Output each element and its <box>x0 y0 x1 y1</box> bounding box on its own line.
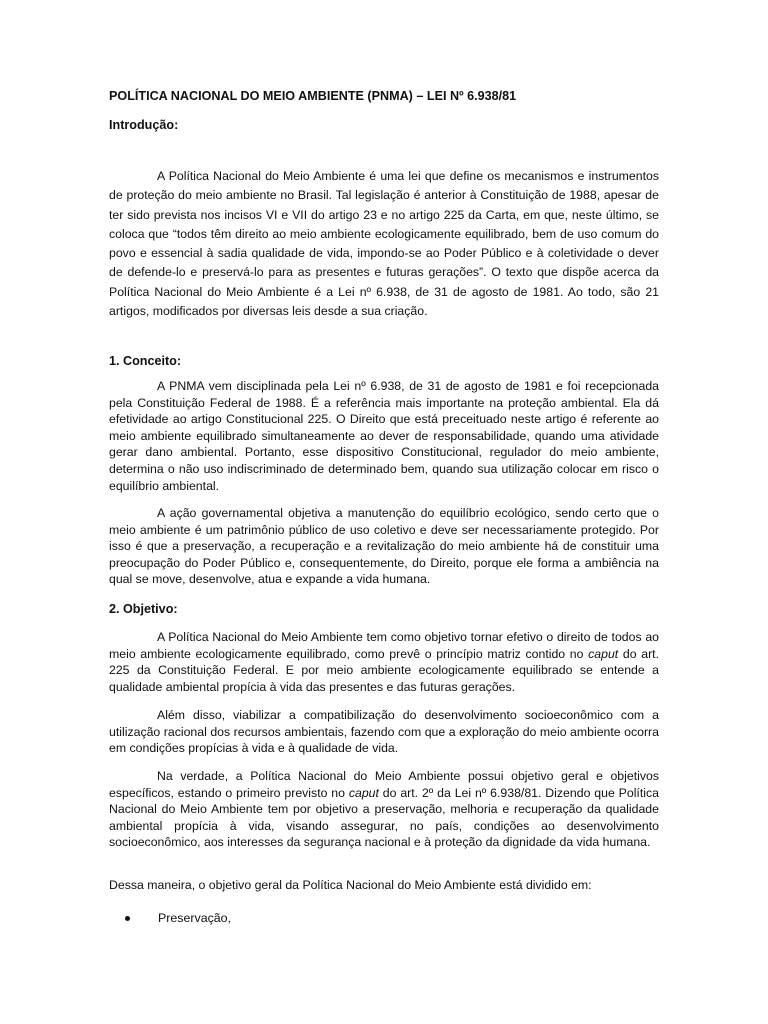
objetivo-paragraph-2: Além disso, viabilizar a compatibilização do desenvolvimento socioeconômico com a utilização racional dos recursos ambientais, fazendo com que a exploração do meio ambiente ocorra em condições propícias à vida e à qualidade de vida. <box>109 708 659 756</box>
objetivo-paragraph-3-caput: caput <box>348 785 379 800</box>
intro-heading: Introdução: <box>109 118 179 132</box>
objetivo-paragraph-3-text-b: do art. 2º da Lei nº 6.938/81. Dizendo que Política Nacional do Meio Ambiente tem por objetivo a preservação, melhoria e recuperação da qualidade ambiental propícia à vida, visando assegurar, no país, condições ao desenvolvimento socioeconômico, aos interesses da segurança nacional e à proteção da dignidade da vida humana. <box>109 785 659 850</box>
objetivo-paragraph-1 <box>109 629 659 695</box>
intro-paragraph: A Política Nacional do Meio Ambiente é uma lei que define os mecanismos e instrumentos de proteção do meio ambiente no Brasil. Tal legislação é anterior à Constituição de 1988, apesar de ter sido prevista nos incisos VI e VII do artigo 23 e no artigo 225 da Carta, em que, neste último, se coloca que “todos têm direito ao meio ambiente ecologicamente equilibrado, bem de uso comum do povo e essencial à sadia qualidade de vida, impondo-se ao Poder Público e à coletividade o dever de defende-lo e preservá-lo para as presentes e futuras gerações”. O texto que dispõe acerca da Política Nacional do Meio Ambiente é a Lei nº 6.938, de 31 de agosto de 1981. Ao todo, são 21 artigos, modificados por diversas leis desde a sua criação. <box>109 169 659 319</box>
conceito-paragraph-1: A PNMA vem disciplinada pela Lei nº 6.938, de 31 de agosto de 1981 e foi recepcionada pela Constituição Federal de 1988. É a referência mais importante na proteção ambiental. Ela dá efetividade ao artigo Constitucional 225. O Direito que está preceituado neste artigo é referente ao meio ambiente equilibrado simultaneamente ao dever de responsabilidade, quando uma atividade gerar dano ambiental. Portanto, esse dispositivo Constitucional, regulador do meio ambiente, determina o não uso indiscriminado de determinado bem, quando sua utilização colocar em risco o equilíbrio ambiental. <box>109 379 659 493</box>
objetivo-paragraph-3-text-a: Na verdade, a Política Nacional do Meio Ambiente possui objetivo geral e objetivos específicos, estando o primeiro previsto no <box>109 769 659 800</box>
conceito-paragraph-2: A ação governamental objetiva a manutenção do equilíbrio ecológico, sendo certo que o meio ambiente é um patrimônio público de uso coletivo e deve ser necessariamente protegido. Por isso é que a preservação, a recuperação e a revitalização do meio ambiente há de constituir uma preocupação do Poder Público e, consequentemente, do Direito, porque ele forma a ambiência na qual se move, desenvolve, atua e expande a vida humana. <box>109 506 659 587</box>
section-conceito-heading: 1. Conceito: <box>109 354 182 368</box>
objetivo-paragraph-1-text-b: do art. 225 da Constituição Federal. E por meio ambiente ecologicamente equilibrado se entende a qualidade ambiental propícia à vida das presentes e das futuras gerações. <box>109 646 659 694</box>
section-objetivo-heading: 2. Objetivo: <box>109 602 178 616</box>
objetivo-paragraph-4: Dessa maneira, o objetivo geral da Política Nacional do Meio Ambiente está dividido em: <box>109 878 592 892</box>
objetivo-paragraph-1-text-a: A Política Nacional do Meio Ambiente tem como objetivo tornar efetivo o direito de todos ao meio ambiente ecologicamente equilibrado, como prevê o princípio matriz contido no <box>109 630 659 661</box>
bullet-list-item <box>133 909 232 928</box>
bullet-icon <box>125 916 130 921</box>
bullet-item-label: Preservação, <box>158 911 232 925</box>
document-title: POLÍTICA NACIONAL DO MEIO AMBIENTE (PNMA) – LEI Nº 6.938/81 <box>109 89 517 103</box>
objetivo-paragraph-3 <box>109 768 659 851</box>
objetivo-paragraph-1-caput: caput <box>588 646 619 661</box>
